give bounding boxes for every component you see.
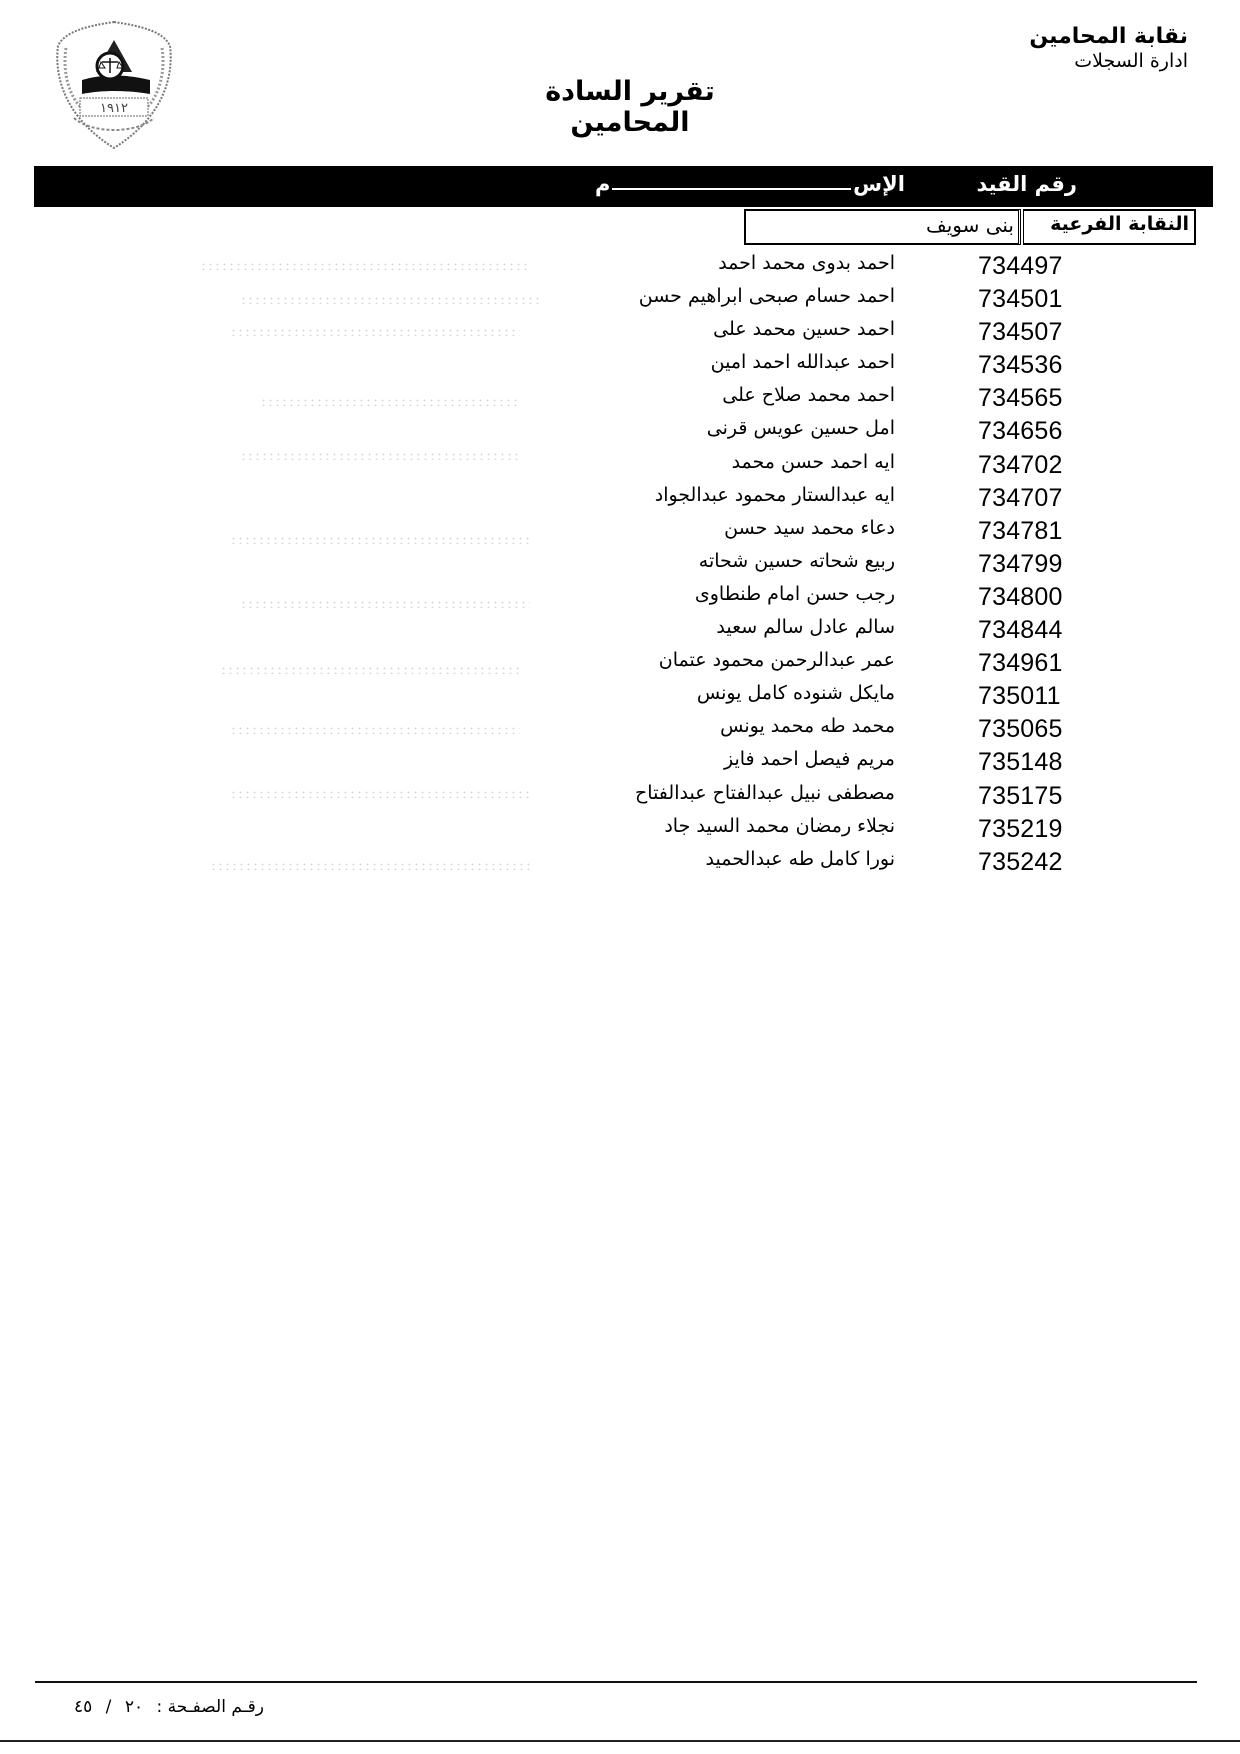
table-row [0,449,1240,482]
table-row [0,283,1240,316]
branch-label: النقابة الفرعية [1023,209,1196,245]
lawyer-name: احمد حسام صبحى ابراهيم حسن [638,285,895,308]
table-row [0,349,1240,382]
column-header-name-start: الإس [853,172,905,196]
lawyer-name: احمد بدوى محمد احمد [718,252,895,274]
lawyer-name: احمد حسين محمد على [713,318,895,341]
lawyer-name: محمد طه محمد يونس [720,715,895,738]
column-header-name-tatweel [612,188,851,190]
table-row [0,713,1240,746]
registration-number: 734501 [978,285,1063,314]
bottom-divider [0,1740,1240,1742]
table-row [0,415,1240,448]
lawyer-name: مريم فيصل احمد فايز [723,748,895,771]
table-row [0,482,1240,515]
lawyer-name: ربيع شحاته حسين شحاته [698,549,895,572]
table-row [0,746,1240,779]
registration-number: 734781 [978,516,1063,545]
registration-number: 735148 [978,748,1063,777]
table-row [0,581,1240,614]
registration-number: 734800 [978,582,1063,611]
lawyer-name: عمر عبدالرحمن محمود عتمان [658,649,895,672]
registration-number: 734497 [978,252,1063,280]
registration-number: 735011 [978,682,1061,711]
table-row [0,647,1240,680]
registration-number: 734656 [978,417,1063,446]
registration-number: 735219 [978,814,1063,843]
lawyers-table-body [0,250,1240,879]
table-row [0,780,1240,813]
bar-association-emblem-icon [52,18,176,152]
lawyer-name: دعاء محمد سيد حسن [724,516,895,539]
lawyer-name: رجب حسن امام طنطاوى [694,582,895,605]
registration-number: 734507 [978,318,1063,347]
registration-number: 734536 [978,351,1063,380]
lawyer-name: امل حسين عويس قرنى [706,417,895,440]
table-row [0,382,1240,415]
registration-number: 734707 [978,483,1063,512]
lawyer-name: احمد محمد صلاح على [722,384,895,407]
table-row [0,846,1240,879]
table-row [0,680,1240,713]
registration-number: 734799 [978,549,1063,578]
table-row [0,250,1240,283]
footer-divider [35,1681,1197,1683]
registration-number: 735175 [978,781,1063,810]
lawyer-name: احمد عبدالله احمد امين [710,351,895,374]
organization-header [1029,24,1188,73]
page-number [66,1697,264,1717]
registration-number: 734702 [978,450,1063,479]
page-number-total: ٤٥ [74,1697,93,1717]
column-header-registration-number: رقم القيد [976,172,1077,196]
lawyer-name: نجلاء رمضان محمد السيد جاد [664,814,895,837]
lawyer-name: مصطفى نبيل عبدالفتاح عبدالفتاح [635,781,895,804]
lawyer-name: ايه احمد حسن محمد [731,450,895,473]
registration-number: 735065 [978,715,1063,744]
table-row [0,614,1240,647]
svg-text:١٩١٢: ١٩١٢ [100,101,128,116]
lawyer-name: ايه عبدالستار محمود عبدالجواد [654,483,895,506]
table-row [0,548,1240,581]
page-number-separator: / [105,1697,112,1717]
department-name: ادارة السجلات [1074,50,1188,73]
branch-value: بنى سويف [744,209,1021,245]
table-row [0,515,1240,548]
page-number-label: رقـم الصفـحة : [156,1697,264,1717]
table-row [0,316,1240,349]
report-title: تقرير السادة المحامين [545,76,715,138]
table-row [0,813,1240,846]
lawyer-name: نورا كامل طه عبدالحميد [705,847,895,870]
registration-number: 734844 [978,616,1063,645]
registration-number: 735242 [978,847,1063,876]
organization-name: نقابة المحامين [1029,24,1188,49]
lawyer-name: مايكل شنوده كامل يونس [696,682,895,705]
column-header-name-end: م [595,172,611,196]
lawyer-name: سالم عادل سالم سعيد [716,616,895,639]
column-header-name [595,172,905,196]
registration-number: 734961 [978,649,1063,678]
page-number-current: ٢٠ [124,1697,144,1717]
table-column-header [34,166,1213,207]
registration-number: 734565 [978,384,1063,413]
